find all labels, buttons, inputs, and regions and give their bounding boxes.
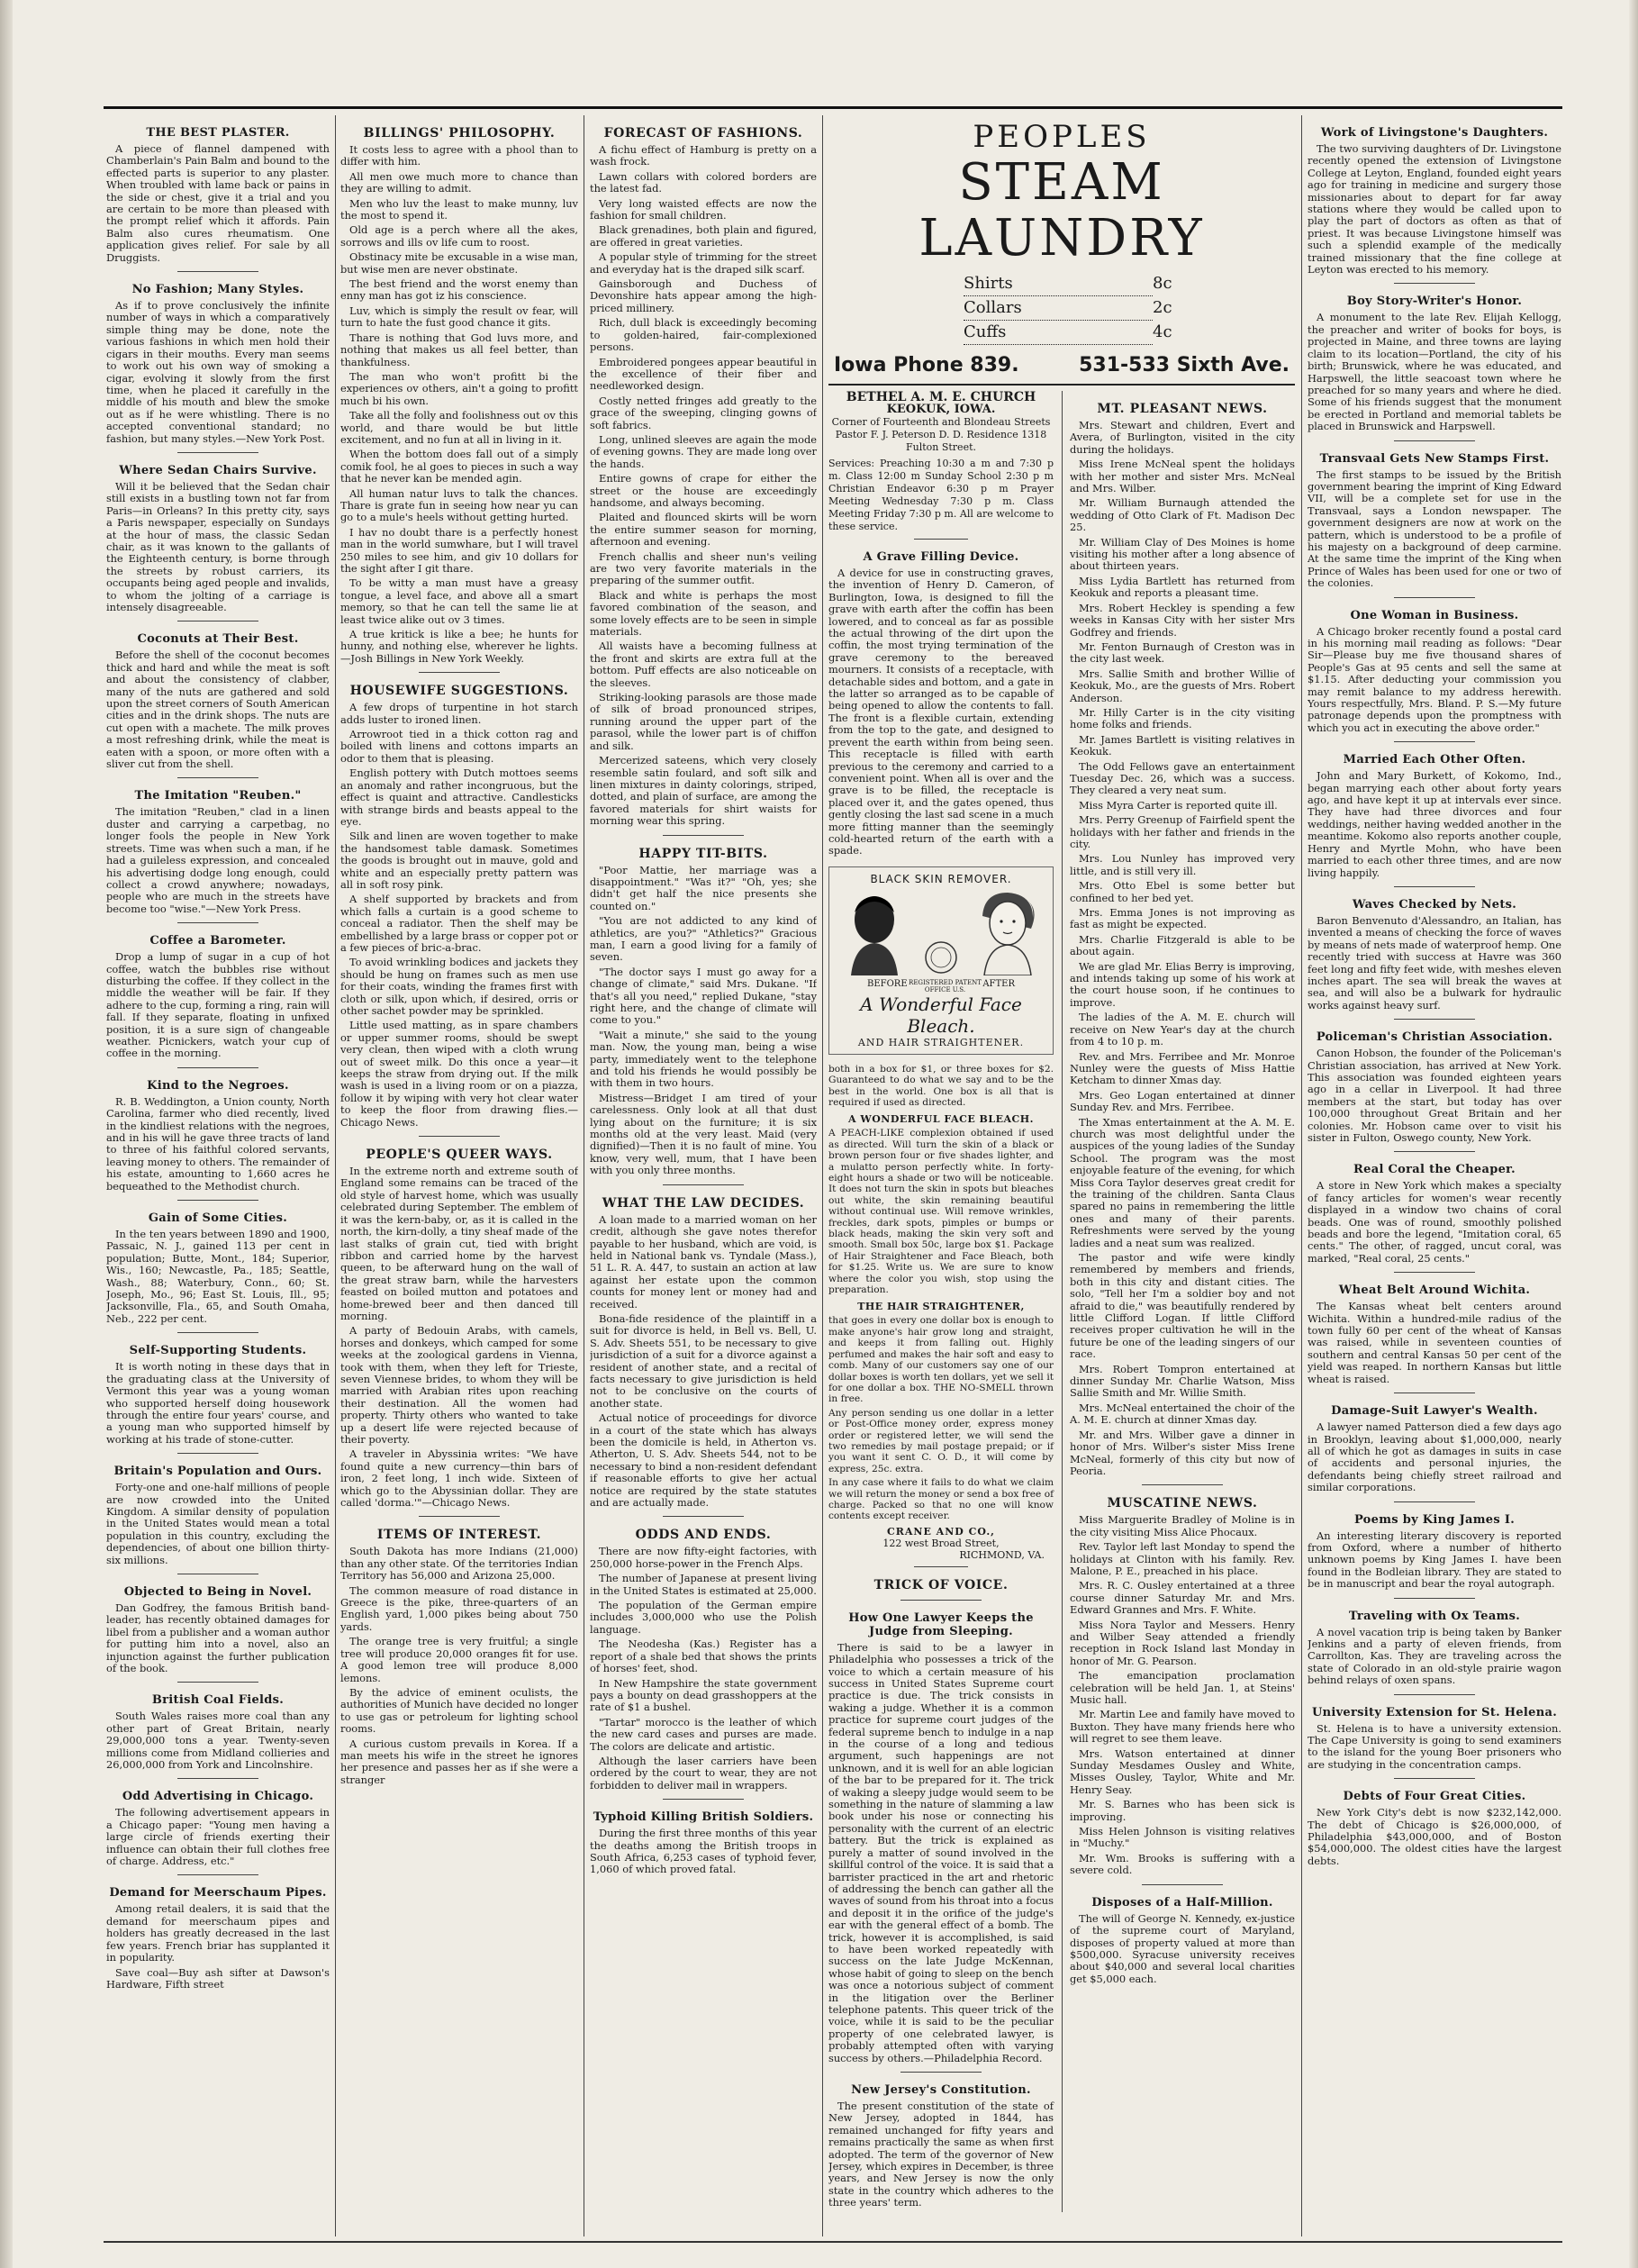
article-separator: [419, 672, 500, 673]
face-bleach-text: [828, 1064, 1054, 1522]
article-paragraph: A monument to the late Rev. Elijah Kellogg, the preacher and writer of books for boys, is projected in Maine, and three towns are laying claim to its location—Portland, the city of his birth; Brunswick, where he was educated, and Harpswell, the little seacoast town where he preached for so many years and where he died. Some of his friends suggest that the monument be erected in Portland and memorial tablets be placed in Brunswick and Harpswell.: [1308, 311, 1561, 433]
article-paragraph: John and Mary Burkett, of Kokomo, Ind., began marrying each other about forty years ago, and have kept it up at intervals ever since. They have had three divorces and four weddings, neither having wedded another in the meantime. Kokomo also reports another couple, Henry and Myrtle Mohn, who have been married to each other three times, and are now living happily.: [1308, 769, 1561, 879]
article-paragraph: St. Helena is to have a university extension. The Cape University is going to send examiners to the island for the young Boer prisoners who are studying in the concentration camps.: [1308, 1721, 1561, 1771]
ad-subheading: THE HAIR STRAIGHTENER,: [857, 1301, 1025, 1313]
article-separator: [1394, 440, 1475, 441]
ad-subheading: A WONDERFUL FACE BLEACH.: [848, 1113, 1034, 1126]
article-paragraph: The Kansas wheat belt centers around Wichita. Within a hundred-mile radius of the town fully 60 per cent of the wheat of Kansas was raised, while in seventeen counties of southern and central Kansas 50 per cent of the yield was reaped. In northern Kansas but little wheat is raised.: [1308, 1300, 1561, 1385]
article-paragraph: The following advertisement appears in a Chicago paper: "Young men having a large circle of friends exerting their influence can obtain their full clothes free of charge. Address, etc.": [106, 1806, 330, 1868]
article-paragraph: Mrs. Geo Logan entertained at dinner Sunday Rev. and Mrs. Ferribee.: [1070, 1088, 1295, 1114]
article-heading: Debts of Four Great Cities.: [1343, 1790, 1526, 1804]
article-paragraph: Luv, which is simply the result ov fear, will turn to hate the fust good chance it gits.: [340, 304, 578, 330]
article-paragraph: Mercerized sateens, which very closely resemble satin foulard, and soft silk and linen mixtures in dainty colorings, striped, dotted, and plain of surface, are among the favored materials for shirt waists for morning wear this spring.: [590, 754, 817, 828]
article-paragraph: A shelf supported by brackets and from which falls a curtain is a good scheme to conceal a radiator. Then the shelf may be embellished by a large brass or copper pot or a few pieces of bric-a-brac.: [340, 893, 578, 954]
article-paragraph: The emancipation proclamation celebration will be held Jan. 1, at Steins' Music hall.: [1070, 1669, 1295, 1706]
article-separator: [1394, 741, 1475, 742]
article-paragraph: Mrs. Watson entertained at dinner Sunday Mesdames Ousley and White, Misses Ousley, Taylor, White and Mr. Henry Seay.: [1070, 1746, 1295, 1796]
article-paragraph: Mrs. Sallie Smith and brother Willie of Keokuk, Mo., are the guests of Mrs. Robert Anderson.: [1070, 667, 1295, 704]
column-4-ad-block: [828, 115, 1295, 2236]
article-heading: Objected to Being in Novel.: [123, 1584, 312, 1599]
remover-headline: A Wonderful Face Bleach.: [860, 993, 1022, 1037]
article-paragraph: When the bottom does fall out of a simply comik fool, he al goes to pieces in such a way that he never kan be mended agin.: [340, 448, 578, 485]
article-separator: [1394, 1778, 1475, 1779]
article-paragraph: "You are not addicted to any kind of athletics, are you?" "Athletics?" Gracious man, I earn a good living for a family of seven.: [590, 914, 817, 964]
article-separator: [1394, 1598, 1475, 1599]
article-paragraph: The present constitution of the state of New Jersey, adopted in 1844, has remained unchanged for fifty years and remains practically the same as when first adopted. The term of the governor of New Jersey, which expires in December, is three years, and New Jersey is now the only state in the country which adheres to the three years' term.: [828, 2100, 1054, 2209]
column-2: [340, 115, 578, 2236]
church-services: Services: Preaching 10:30 a m and 7:30 p m. Class 12:00 m Sunday School 2:30 p m Christian Endeavor 6:30 p m Prayer Meeting Wednesday 7:30 p m. Class Meeting Friday 7:30 p m. All are welcome to these service.: [828, 458, 1054, 532]
article-paragraph: Take all the folly and foolishness out ov this world, and thare would be but little excitement, and no fun at all in living in it.: [340, 409, 578, 446]
remover-labels: [833, 979, 1049, 993]
article-separator: [177, 777, 258, 778]
article-separator: [177, 1874, 258, 1875]
article-paragraph: A piece of flannel dampened with Chamberlain's Pain Balm and bound to the effected parts is superior to any plaster. When troubled with lame back or pains in the side or chest, give it a trial and you are certain to be more than pleased with the prompt relief which it affords. Pain Balm also cures rheumatism. One application gives relief. For sale by all Druggists.: [106, 142, 330, 264]
article-paragraph: Mr. Martin Lee and family have moved to Buxton. They have many friends here who will regret to see them leave.: [1070, 1708, 1295, 1746]
article-separator: [1394, 597, 1475, 598]
article-paragraph: Mrs. Stewart and children, Evert and Avera, of Burlington, visited in the city during the holidays.: [1070, 419, 1295, 456]
article-heading: University Extension for St. Helena.: [1311, 1705, 1558, 1719]
article-paragraph: Rev. Taylor left last Monday to spend the holidays at Clinton with his family. Rev. Malone, P. E., preached in his place.: [1070, 1540, 1295, 1577]
price-row: [964, 296, 1295, 321]
article-heading: ODDS AND ENDS.: [635, 1528, 772, 1543]
article-paragraph: Mr. Hilly Carter is in the city visiting home folks and friends.: [1070, 705, 1295, 731]
article-separator: [900, 1600, 982, 1601]
article-separator: [1394, 1019, 1475, 1020]
article-separator: [1394, 283, 1475, 284]
article-heading: Waves Checked by Nets.: [1352, 897, 1517, 912]
article-separator: [177, 1332, 258, 1333]
column-rule: [335, 115, 336, 2236]
article-paragraph: All human natur luvs to talk the chances. Thare is grate fun in seeing how near yu can go to a mule's heels without getting hurted.: [340, 486, 578, 524]
remover-illustration: [833, 889, 1049, 975]
article-heading: Coffee a Barometer.: [149, 934, 286, 948]
divider: [914, 539, 968, 540]
church-notice: [828, 391, 1054, 533]
article-separator: [177, 1453, 258, 1454]
article-heading: Transvaal Gets New Stamps First.: [1319, 451, 1550, 466]
article-paragraph: A true kritick is like a bee; he hunts for hunny, and nothing else, wherever he lights.—Josh Billings in New York Weekly.: [340, 628, 578, 665]
ad-paragraph: A PEACH-LIKE complexion obtained if used as directed. Will turn the skin of a black or brown person four or five shades lighter, and a mulatto person perfectly white. In forty-eight hours a shade or two will be noticeable. It does not turn the skin in spots but bleaches out white, the skin remaining beautiful without continual use. Will remove wrinkles, freckles, dark spots, pimples or bumps or black heads, making the skin very soft and smooth. Small box 50c, large box $1. Package of Hair Straightener and Face Bleach, both for $1.25. Write us. We are sure to know where the color you wish, stop using the preparation.: [828, 1128, 1054, 1296]
article-separator: [177, 1200, 258, 1201]
article-paragraph: The Odd Fellows gave an entertainment Tuesday Dec. 26, which was a success. They cleared a very neat sum.: [1070, 759, 1295, 797]
page-edge-right: [1629, 0, 1638, 2268]
remover-title: BLACK SKIN REMOVER.: [870, 872, 1012, 885]
article-paragraph: "Wait a minute," she said to the young man. Now, the young man, being a wise party, immediately went to the telephone and told his friends he would possibly be with them in two hours.: [590, 1028, 817, 1090]
ad-contact: [834, 354, 1290, 376]
article-paragraph: A fichu effect of Hamburg is pretty on a wash frock.: [590, 143, 817, 168]
article-paragraph: Gainsborough and Duchess of Devonshire hats appear among the high-priced millinery.: [590, 277, 817, 314]
article-separator: [1394, 1501, 1475, 1502]
article-paragraph: During the first three months of this year the deaths among the British troops in South Africa, 6,253 cases of typhoid fever, 1,060 of which proved fatal.: [590, 1827, 817, 1876]
article-separator: [1394, 1151, 1475, 1152]
article-paragraph: "Poor Mattie, her marriage was a disappointment." "Was it?" "Oh, yes; she didn't get half the nice presents she counted on.": [590, 863, 817, 912]
article-paragraph: Little used matting, as in spare chambers or upper summer rooms, should be swept very clean, then wiped with a cloth wrung out of sweet milk. Do this once a year—it keeps the straw from drying out. If the milk wash is used in a living room or on a piazza, follow it by wiping with very hot clear water to keep the floor from drawing flies.—Chicago News.: [340, 1019, 578, 1129]
article-paragraph: Actual notice of proceedings for divorce in a court of the state which has always been the domicile is held, in Atherton vs. Atherton, U. S. Adv. Sheets 544, not to be necessary to bind a non-resident defendant if reasonable efforts to give her actual notice are required by the state statutes and are actually made.: [590, 1411, 817, 1510]
article-heading: Poems by King James I.: [1353, 1512, 1516, 1527]
article-paragraph: Mrs. Robert Heckley is spending a few weeks in Kansas City with her sister Mrs Godfrey and friends.: [1070, 601, 1295, 639]
article-paragraph: A traveler in Abyssinia writes: "We have found quite a new currency—thin bars of iron, 2 feet long, 1 inch wide. Sixteen of which go to the Abyssinian dollar. They are called 'dorma.'"—Chicago News.: [340, 1447, 578, 1510]
article-separator: [663, 1799, 744, 1800]
article-paragraph: Miss Helen Johnson is visiting relatives in "Muchy.": [1070, 1825, 1295, 1850]
article-heading: A Grave Filling Device.: [863, 550, 1019, 564]
column-rule: [1301, 115, 1302, 2236]
article-paragraph: Black and white is perhaps the most favored combination of the season, and some lovely effects are to be seen in simple materials.: [590, 588, 817, 639]
article-paragraph: A party of Bedouin Arabs, with camels, horses and donkeys, which camped for some weeks at the zoological gardens in Vienna, took with them, when they left for Trieste, seven Viennese brides, to whom they will be married with Arabian rites upon reaching their destination. All the women had property. Thirty others who wanted to take up a desert life were rejected because of their poverty.: [340, 1324, 578, 1446]
article-heading: FORECAST OF FASHIONS.: [603, 126, 803, 141]
article-separator: [177, 452, 258, 453]
article-paragraph: Embroidered pongees appear beautiful in the excellence of their fiber and needleworked design.: [590, 355, 817, 393]
patent-seal-icon: [923, 939, 959, 975]
article-separator: [663, 1184, 744, 1185]
article-paragraph: Mrs. McNeal entertained the choir of the A. M. E. church at dinner Xmas day.: [1070, 1401, 1295, 1427]
after-face-icon: [972, 889, 1044, 975]
price-value: 4c: [1153, 322, 1172, 341]
price-row: [964, 272, 1295, 296]
article-heading: One Woman in Business.: [1350, 608, 1519, 622]
article-heading: The Imitation "Reuben.": [134, 789, 302, 803]
face-bleach-ad: [828, 866, 1054, 1055]
article-paragraph: Mr. S. Barnes who has been sick is improving.: [1070, 1798, 1295, 1823]
article-paragraph: New York City's debt is now $232,142,000. The debt of Chicago is $26,000,000, of Philadelphia $43,000,000, and of Boston $54,000,000. The oldest cities have the largest debts.: [1308, 1806, 1561, 1867]
article-paragraph: South Dakota has more Indians (21,000) than any other state. Of the territories Indian Territory has 56,000 and Arizona 25,000.: [340, 1545, 578, 1583]
column-6: [1308, 115, 1561, 2236]
article-paragraph: A device for use in constructing graves, the invention of Henry D. Cameron, of Burlington, Iowa, is designed to fill the grave with earth after the coffin has been lowered, and to conceal as far as possible the actual throwing of the dirt upon the coffin, the most trying termination of the grave ceremony to the bereaved mourners. It consists of a receptacle, with detachable sides and bottom, and a gate in the latter so arranged as to be capable of being opened to allow the contents to fall. The front is a flexible curtain, extending from the top to the gate, and designed to prevent the earth within from being seen. This receptacle is filled with earth previous to the ceremony and carried to a convenient point. When all is over and the grave is to be filled, the receptacle is placed over it, and the gates opened, thus gently closing the last sad scene in a much more fitting manner than the seemingly cold-hearted return of the earth with a spade.: [828, 567, 1054, 857]
article-paragraph: English pottery with Dutch mottoes seems an anomaly and rather incongruous, but the effect is quaint and attractive. Candlesticks with strange birds and beasts appeal to the eye.: [340, 767, 578, 828]
article-separator: [1394, 1694, 1475, 1695]
article-paragraph: Forty-one and one-half millions of people are now crowded into the United Kingdom. A similar density of population in the United States would mean a total population in this country, excluding the dependencies, of about one billion thirty-six millions.: [106, 1481, 330, 1566]
price-item: Cuffs: [964, 321, 1153, 345]
article-heading: HAPPY TIT-BITS.: [638, 846, 768, 861]
before-label: BEFORE: [867, 978, 908, 989]
article-paragraph: The will of George N. Kennedy, ex-justice of the supreme court of Maryland, disposes of property valued at more than $500,000. Syracuse university receives about $40,000 and several local charities get $5,000 each.: [1070, 1911, 1295, 1985]
article-paragraph: A loan made to a married woman on her credit, although she gave notes therefor payable to her husband, which are void, is held in National bank vs. Tyndale (Mass.), 51 L. R. A. 447, to sustain an action at law against her estate upon the common counts for money lent or money had and received.: [590, 1212, 817, 1311]
article-paragraph: Mr. William Clay of Des Moines is home visiting his mother after a long absence of about thirteen years.: [1070, 535, 1295, 573]
article-heading: Wheat Belt Around Wichita.: [1338, 1284, 1531, 1298]
article-paragraph: Baron Benvenuto d'Alessandro, an Italian, has invented a means of checking the force of waves by means of nets made of waterproof hemp. One recently tried with success at Havre was 360 feet long and fifty feet wide, with meshes eleven inches apart. The sea will break the waves at sea, and will also be a bulwark for hydraulic works against heavy surf.: [1308, 913, 1561, 1012]
article-paragraph: Mrs. Otto Ebel is some better but confined to her bed yet.: [1070, 879, 1295, 904]
article-paragraph: "The doctor says I must go away for a change of climate," said Mrs. Dukane. "If that's all you need," replied Dukane, "stay right here, and the change of climate will come to you.": [590, 965, 817, 1027]
article-heading: BILLINGS' PHILOSOPHY.: [363, 126, 556, 141]
article-paragraph: The population of the German empire includes 3,000,000 who use the Polish language.: [590, 1599, 817, 1636]
article-paragraph: A lawyer named Patterson died a few days ago in Brooklyn, leaving about $1,000,000, nearly all of which he got as damages in suits in case of accidents and personal injuries, the defendants being chiefly street railroad and similar corporations.: [1308, 1420, 1561, 1494]
subcolumn-rule: [1062, 391, 1063, 2212]
crane-city: RICHMOND, VA.: [959, 1548, 1045, 1561]
bottom-rule: [104, 2241, 1562, 2243]
article-heading: Policeman's Christian Association.: [1316, 1030, 1553, 1045]
article-paragraph: Drop a lump of sugar in a cup of hot coffee, watch the bubbles rise without disturbing the coffee. If they collect in the middle the weather will be fair. If they adhere to the cup, forming a ring, rain will fall. If they separate, floating in unfixed position, it is a sure sign of changeable weather. Picnickers, watch your cup of coffee in the morning.: [106, 950, 330, 1060]
article-heading: Real Coral the Cheaper.: [1353, 1163, 1516, 1177]
article-paragraph: Mr. James Bartlett is visiting relatives in Keokuk.: [1070, 732, 1295, 758]
article-paragraph: Miss Nora Taylor and Messers. Henry and Wilber Seay attended a friendly reception in Rock Island last Monday in honor of Mr. G. Pearson.: [1070, 1618, 1295, 1667]
article-paragraph: The orange tree is very fruitful; a single tree will produce 20,000 oranges fit for use. A good lemon tree will produce 8,000 lemons.: [340, 1635, 578, 1684]
ad-paragraph: both in a box for $1, or three boxes for $2. Guaranteed to do what we say and to be the best in the world. One box is all that is required if used as directed.: [828, 1063, 1054, 1108]
article-heading: Kind to the Negroes.: [147, 1078, 289, 1093]
price-value: 8c: [1153, 274, 1172, 293]
article-heading: WHAT THE LAW DECIDES.: [602, 1195, 805, 1211]
column-rule: [822, 115, 823, 2236]
article-paragraph: Mrs. Perry Greenup of Fairfield spent the holidays with her father and friends in the city.: [1070, 813, 1295, 850]
article-paragraph: The best friend and the worst enemy than enny man has got iz his conscience.: [340, 277, 578, 303]
article-heading: HOUSEWIFE SUGGESTIONS.: [349, 684, 569, 699]
article-paragraph: A curious custom prevails in Korea. If a man meets his wife in the street he ignores her presence and passes her as if she were a stranger: [340, 1737, 578, 1786]
article-paragraph: Although the laser carriers have been ordered by the court to wear, they are not forbidden to deliver mail in wrappers.: [590, 1754, 817, 1792]
article-paragraph: Old age is a perch where all the akes, sorrows and ills ov life cum to roost.: [340, 223, 578, 249]
article-separator: [419, 1516, 500, 1517]
article-heading: No Fashion; Many Styles.: [131, 283, 304, 297]
article-paragraph: Mr. Fenton Burnaugh of Creston was in the city last week.: [1070, 640, 1295, 666]
laundry-ad: [828, 119, 1295, 386]
subcolumn-right: [1070, 391, 1295, 2212]
article-paragraph: The imitation "Reuben," clad in a linen duster and carrying a carpetbag, no longer fools the people in New York streets. Time was when such a man, if he had a guileless expression, and concealed his advertising dodge long enough, could collect a crowd anywhere; nowadays, people who are much in the streets have become too "wise."—New York Press.: [106, 805, 330, 915]
article-paragraph: To avoid wrinkling bodices and jackets they should be hung on frames such as men use for their coats, winding the frames first with cloth or silk, upon which, if desired, orris or other sachet powder may be sprinkled.: [340, 956, 578, 1017]
article-paragraph: The common measure of road distance in Greece is the pike, three-quarters of an English yard, 1,000 pikes being about 750 yards.: [340, 1583, 578, 1633]
subcolumns: [828, 391, 1295, 2212]
article-paragraph: French challis and sheer nun's veiling are two very favorite materials in the preparing of the summer outfit.: [590, 549, 817, 587]
article-paragraph: Dan Godfrey, the famous British band-leader, has recently obtained damages for libel from a publisher and a woman author for putting him into a novel, also an injunction against the further publication of the book.: [106, 1601, 330, 1674]
article-separator: [177, 1067, 258, 1068]
article-heading: Disposes of a Half-Million.: [1091, 1895, 1273, 1910]
article-heading: Married Each Other Often.: [1343, 753, 1526, 767]
crane-address: 122 west Broad Street,: [882, 1537, 1000, 1549]
article-paragraph: It is worth noting in these days that in the graduating class at the University of Vermont this year was a young woman who supported herself doing housework through the entire four years' course, and a young man who supported himself by working at his trade of stone-cutter.: [106, 1360, 330, 1446]
article-paragraph: A few drops of turpentine in hot starch adds luster to ironed linen.: [340, 701, 578, 726]
article-paragraph: Plaited and flounced skirts will be worn the entire summer season for morning, afternoon and evening.: [590, 511, 817, 549]
article-paragraph: "Tartar" morocco is the leather of which the new card cases and purses are made. The colors are delicate and artistic.: [590, 1715, 817, 1753]
article-paragraph: I hav no doubt thare is a perfectly honest man in the world sumwhare, but I will travel 250 miles to see him, and giv 10 dollars for the sight after I git thare.: [340, 525, 578, 575]
article-heading: Where Sedan Chairs Survive.: [119, 463, 317, 477]
article-paragraph: Rich, dull black is exceedingly becoming to golden-haired, fair-complexioned persons.: [590, 316, 817, 354]
article-paragraph: The ladies of the A. M. E. church will receive on New Year's day at the church from 4 to 10 p. m.: [1070, 1011, 1295, 1048]
article-heading: Odd Advertising in Chicago.: [122, 1790, 314, 1804]
crane-signature: [828, 1526, 1054, 1561]
article-paragraph: South Wales raises more coal than any other part of Great Britain, nearly 29,000,000 tons a year. Twenty-seven millions come from Midland collieries and 26,000,000 from York and Lincolnshire.: [106, 1710, 330, 1772]
article-paragraph: Long, unlined sleeves are again the mode of evening gowns. They are made long over the hands.: [590, 432, 817, 470]
ad-price-list: [964, 272, 1295, 345]
column-3: [590, 115, 817, 2236]
remover-subheadline: AND HAIR STRAIGHTENER.: [857, 1036, 1025, 1048]
article-paragraph: Before the shell of the coconut becomes thick and hard and while the meat is soft and about the consistency of clabber, many of the nuts are gathered and sold upon the street corners of South American cities and in the drink shops. The nuts are cut open with a machete. The milk proves a most refreshing drink, while the meat is eaten with a spoon, or more often with a sliver cut from the shell.: [106, 649, 330, 771]
article-paragraph: We are glad Mr. Elias Berry is improving, and intends taking up some of his work at the court house soon, if he continues to improve.: [1070, 959, 1295, 1009]
article-heading: Self-Supporting Students.: [129, 1344, 307, 1358]
article-paragraph: In the extreme north and extreme south of England some remains can be traced of the old style of harvest home, which was usually celebrated during September. The emblem of it was the kern-baby, or, as it is called in the north, the kirn-dolly, a tiny sheaf made of the last stalks of grain cut, tied with bright ribbon and carried home by the harvest queen, to be afterward hung on the wall of the great straw barn, while the harvesters feasted on boiled mutton and potatoes and home-brewed beer and then danced till morning.: [340, 1165, 578, 1322]
article-heading: New Jersey's Constitution.: [851, 2083, 1031, 2097]
article-paragraph: R. B. Weddington, a Union county, North Carolina, farmer who died recently, lived in the kindliest relations with the negroes, and in his will he gave three tracts of land to three of his faithful colored servants, leaving money to others. The remainder of his estate, amounting to 1,660 acres he bequeathed to the Methodist church.: [106, 1094, 330, 1193]
article-paragraph: Costly netted fringes add greatly to the grace of the sweeping, clinging gowns of soft fabrics.: [590, 394, 817, 431]
article-paragraph: A popular style of trimming for the street and everyday hat is the draped silk scarf.: [590, 250, 817, 276]
church-pastor: Pastor F. J. Peterson D. D. Residence 1318 Fulton Street.: [835, 429, 1047, 453]
article-separator: [1394, 886, 1475, 887]
article-heading: THE BEST PLASTER.: [146, 126, 290, 140]
article-heading: British Coal Fields.: [151, 1693, 285, 1708]
article-paragraph: The number of Japanese at present living in the United States is estimated at 25,000.: [590, 1572, 817, 1597]
article-paragraph: In the ten years between 1890 and 1900, Passaic, N. J., gained 113 per cent in population; Butte, Mont., 184; Superior, Wis., 160; Newcastle, Pa., 185; Seattle, Wash., 88; Waterbury, Conn., 60; St. Joseph, Mo., 96; East St. Louis, Ill., 95; Jacksonville, Fla., 65, and South Omaha, Neb., 222 per cent.: [106, 1228, 330, 1325]
article-paragraph: The two surviving daughters of Dr. Livingstone recently opened the extension of Livingstone College at Leyton, England, founded eight years ago for training in medicine and surgery those missionaries about to depart for far away stations where they would be called upon to play the part of doctors as often as that of priest. It was because Livingstone himself was such a splendid example of the medically trained missionary that the fine college at Leyton was erected to his memory.: [1308, 142, 1561, 277]
article-separator: [663, 835, 744, 836]
grave-device-article: [828, 550, 1054, 857]
article-paragraph: Obstinacy mite be excusable in a wise man, but wise men are never obstinate.: [340, 250, 578, 276]
after-label: AFTER: [982, 978, 1015, 989]
article-paragraph: Silk and linen are woven together to make the handsomest table damask. Sometimes the goods is brought out in mauve, gold and white and an especially pretty pattern was all in soft rosy pink.: [340, 830, 578, 891]
article-paragraph: It costs less to agree with a phool than to differ with him.: [340, 143, 578, 168]
article-paragraph: A Chicago broker recently found a postal card in his morning mail reading as follows: "Dear Sir—Please buy me five thousand shares of People's Gas at 95 cents and sell the same at $1.15. After deducting your commission you may remit balance to my address herewith. Yours respectfully, Mrs. Bland. P. S.—My future patronage depends upon the promptness with which you act in executing the above order.": [1308, 624, 1561, 734]
article-paragraph: Thare is nothing that God luvs more, and nothing that makes us all feel better, than thankfulness.: [340, 331, 578, 368]
article-paragraph: Mrs. R. C. Ousley entertained at a three course dinner Saturday Mr. and Mrs. Edward Grannes and Mrs. F. White.: [1070, 1579, 1295, 1617]
church-name: BETHEL A. M. E. CHURCH: [846, 390, 1036, 404]
before-face-icon: [838, 889, 910, 975]
article-heading: Demand for Meerschaum Pipes.: [109, 1886, 327, 1901]
church-city: KEOKUK, IOWA.: [886, 403, 996, 416]
article-separator: [900, 2072, 982, 2073]
article-paragraph: All waists have a becoming fullness at the front and skirts are extra full at the bottom. Puff effects are also noticeable on the sleeves.: [590, 640, 817, 689]
article-paragraph: All men owe much more to chance than they are willing to admit.: [340, 169, 578, 195]
ad-line-steam-laundry: STEAM LAUNDRY: [919, 153, 1205, 268]
article-paragraph: Men who luv the least to make munny, luv the most to spend it.: [340, 196, 578, 222]
ad-paragraph: In any case where it fails to do what we claim we will return the money or send a box free of charge. Packed so that no one will know contents except receiver.: [828, 1477, 1054, 1522]
column-1: [106, 115, 330, 2236]
article-paragraph: Miss Myra Carter is reported quite ill.: [1079, 798, 1278, 812]
price-item: Collars: [964, 296, 1153, 321]
article-paragraph: Arrowroot tied in a thick cotton rag and boiled with linens and cottons imparts an odor to them that is pleasing.: [340, 728, 578, 765]
article-separator: [177, 1778, 258, 1779]
church-corner: Corner of Fourteenth and Blondeau Streets: [831, 416, 1051, 428]
article-heading: Typhoid Killing British Soldiers.: [593, 1810, 814, 1825]
price-value: 2c: [1153, 298, 1172, 317]
article-separator: [177, 922, 258, 923]
article-paragraph: Mr. William Burnaugh attended the wedding of Otto Clark of Ft. Madison Dec 25.: [1070, 496, 1295, 534]
article-heading: MT. PLEASANT NEWS.: [1097, 402, 1268, 416]
ad-phone: Iowa Phone 839.: [834, 354, 1019, 376]
article-paragraph: Save coal—Buy ash sifter at Dawson's Hardware, Fifth street: [106, 1965, 330, 1991]
ad-paragraph: Any person sending us one dollar in a letter or Post-Office money order, express money order or registered letter, we will send the two remedies by mail postage prepaid; or if you want it sent C. O. D., it will come by express, 25c. extra.: [828, 1407, 1054, 1474]
article-heading: Boy Story-Writer's Honor.: [1346, 295, 1523, 309]
article-paragraph: Striking-looking parasols are those made of silk of broad pronounced stripes, running around the upper part of the parasol, while the lower part is of chiffon and silk.: [590, 691, 817, 752]
article-paragraph: In New Hampshire the state government pays a bounty on dead grasshoppers at the rate of $1 a bushel.: [590, 1676, 817, 1714]
article-paragraph: The man who won't profitt bi the experiences ov others, ain't a going to profitt much bi his own.: [340, 369, 578, 407]
article-separator: [177, 271, 258, 272]
article-heading: ITEMS OF INTEREST.: [376, 1528, 542, 1543]
article-paragraph: Miss Marguerite Bradley of Moline is in the city visiting Miss Alice Phocaux.: [1070, 1513, 1295, 1538]
article-heading: Coconuts at Their Best.: [137, 632, 299, 647]
article-paragraph: Mrs. Robert Tompron entertained at dinner Sunday Mr. Charlie Watson, Miss Sallie Smith and Mr. Willie Smith.: [1070, 1362, 1295, 1400]
article-heading: TRICK OF VOICE.: [873, 1577, 1009, 1592]
article-paragraph: Lawn collars with colored borders are the latest fad.: [590, 169, 817, 195]
article-paragraph: Bona-fide residence of the plaintiff in a suit for divorce is held, in Bell vs. Bell, U. S. Adv. Sheets 551, to be necessary to give jurisdiction of a suit for a divorce against a resident of another state, and a recital of facts necessary to give jurisdiction is held not to be conclusive on the courts of another state.: [590, 1311, 817, 1410]
article-separator: [1394, 1272, 1475, 1273]
article-heading: Britain's Population and Ours.: [113, 1465, 322, 1479]
article-paragraph: A novel vacation trip is being taken by Banker Jenkins and a party of eleven friends, from Carrollton, Kas. They are traveling across the state of Colorado in an old-style prairie wagon behind relays of oxen spans.: [1308, 1625, 1561, 1687]
article-paragraph: Mrs. Lou Nunley has improved very little, and is still very ill.: [1070, 852, 1295, 877]
ad-paragraph: that goes in every one dollar box is enough to make anyone's hair grow long and straight, and keeps it from falling out. Highly perfumed and makes the hair soft and easy to comb. Many of our customers say one of our dollar boxes is worth ten dollars, yet we sell it for one dollar a box. THE NO-SMELL thrown in free.: [828, 1315, 1054, 1405]
article-paragraph: The Neodesha (Kas.) Register has a report of a shale bed that shows the prints of horses' feet, shod.: [590, 1637, 817, 1675]
crane-name: CRANE AND CO.,: [886, 1525, 995, 1538]
article-paragraph: Mr. and Mrs. Wilber gave a dinner in honor of Mrs. Wilber's sister Miss Irene McNeal, formerly of this city but now of Peoria.: [1070, 1428, 1295, 1477]
top-rule: [104, 106, 1562, 109]
article-paragraph: Mrs. Emma Jones is not improving as fast as might be expected.: [1070, 906, 1295, 931]
article-separator: [177, 1682, 258, 1683]
article-paragraph: Among retail dealers, it is said that the demand for meerschaum pipes and holders has greatly decreased in the last few years. French briar has supplanted it in popularity.: [106, 1902, 330, 1964]
article-paragraph: Canon Hobson, the founder of the Policeman's Christian association, has arrived at New York. This association was founded eighteen years ago in a cellar in Liverpool. It had three members at the start, but today has over 100,000 throughout Great Britain and her colonies. Mr. Hobson came over to visit his sister in Fulton, Oswego county, New York.: [1308, 1047, 1561, 1144]
article-heading: Work of Livingstone's Daughters.: [1320, 126, 1549, 140]
article-paragraph: Mistress—Bridget I am tired of your carelessness. Only look at all that dust lying about on the furniture; it is six months old at the very least. Maid (very dignified)—Then it is no fault of mine. You know, very well, mum, that I have been with you only three months.: [590, 1091, 817, 1177]
ad-address: 531-533 Sixth Ave.: [1079, 354, 1290, 376]
article-paragraph: Entire gowns of crape for either the street or the house are exceedingly handsome, and always becoming.: [590, 472, 817, 509]
article-paragraph: The Xmas entertainment at the A. M. E. church was most delightful under the auspices of the young ladies of the Sunday School. The program was the most enjoyable feature of the evening, for which Miss Cora Taylor deserves great credit for the training of the children. Santa Claus spared no pains in remembering the little ones and many of their parents. Refreshments were served by the young ladies and a neat sum was realized.: [1070, 1115, 1295, 1249]
article-paragraph: By the advice of eminent oculists, the authorities of Munich have decided no longer to use gas or petroleum for lighting school rooms.: [340, 1685, 578, 1736]
article-separator: [419, 1136, 500, 1137]
subcolumn-left: [828, 391, 1054, 2212]
page-edge-left: [0, 0, 13, 2268]
article-paragraph: As if to prove conclusively the infinite number of ways in which a comparatively simple thing may be done, note the various fashions in which men hold their cigars in their mouths. Every man seems to work out his own way of smoking a cigar, evolving it slowly from the first time, when he placed it carefully in the middle of his mouth and blew the smoke out as if he were whistling. There is no accepted conventional standard; no fashion, but many styles.—New York Post.: [106, 299, 330, 445]
article-paragraph: A store in New York which makes a specialty of fancy articles for women's wear recently displayed in a window two chains of coral beads. One was of round, smoothly polished beads and bore the legend, "Imitation coral, 65 cents." The other, of ragged, uncut coral, was marked, "Real coral, 25 cents.": [1308, 1179, 1561, 1265]
trick-of-voice-article: [828, 1578, 1054, 2209]
article-separator: [663, 1516, 744, 1517]
article-paragraph: Miss Lydia Bartlett has returned from Keokuk and reports a pleasant time.: [1070, 574, 1295, 600]
article-paragraph: Mr. Wm. Brooks is suffering with a severe cold.: [1070, 1851, 1295, 1877]
article-paragraph: Black grenadines, both plain and figured, are offered in great varieties.: [590, 223, 817, 249]
article-heading: Traveling with Ox Teams.: [1348, 1609, 1521, 1623]
article-separator: [1142, 1484, 1223, 1485]
article-heading: Gain of Some Cities.: [148, 1211, 288, 1226]
article-heading: PEOPLE'S QUEER WAYS.: [366, 1148, 553, 1163]
article-paragraph: Very long waisted effects are now the fashion for small children.: [590, 196, 817, 222]
article-paragraph: Will it be believed that the Sedan chair still exists in a bustling town not far from Paris—in Orleans? In this pretty city, says a Paris newspaper, especially on Sundays at the hour of mass, the classic Sedan chair, as it was known to the gallants of the Eighteenth century, is borne through the streets by robust carriers, its occupants being aged people and invalids, to whom the jolting of a carriage is intensely disagreeable.: [106, 479, 330, 613]
article-paragraph: There are now fifty-eight factories, with 250,000 horse-power in the French Alps.: [590, 1545, 817, 1570]
article-paragraph: Mrs. Charlie Fitzgerald is able to be about again.: [1070, 932, 1295, 958]
article-paragraph: The pastor and wife were kindly remembered by members and friends, both in this city and distant cities. The solo, "Tell her I'm a soldier boy and not afraid to die," was beautifully rendered by little Clifford Logan. If little Clifford receives proper cultivation he will in the future be one of the leading singers of our race.: [1070, 1251, 1295, 1361]
article-heading: Damage-Suit Lawyer's Wealth.: [1331, 1404, 1538, 1419]
price-item: Shirts: [964, 272, 1153, 296]
price-row: [964, 321, 1295, 345]
article-paragraph: Miss Irene McNeal spent the holidays with her mother and sister Mrs. McNeal and Mrs. Wilber.: [1070, 458, 1295, 495]
article-paragraph: There is said to be a lawyer in Philadelphia who possesses a trick of the voice to which a certain measure of his success in United States Supreme court practice is due. The trick consists in waking a judge. Whether it is a common practice for supreme court judges of the federal supreme bench to indulge in a nap in the course of a long and tedious argument, such happenings are not unknown, and it is well for an able logician of the bar to be prepared for it. The trick of waking a sleepy judge would seem to be something in the nature of slamming a law book under his nose or connecting his personality with the current of an electric battery. But the trick is explained as purely a matter of sound involved in the skillful control of the voice. It is said that a barrister practiced in the art and rhetoric of addressing the bench can gather all the waves of sound from his throat into a focus and deposit it in the orifice of the judge's ear with the general effect of a bomb. The trick, however it is accomplished, is said to have been worked repeatedly with success on the late Judge McKennan, whose habit of going to sleep on the bench was once a notorious subject of comment in the litigation over the Berliner telephone patents. This queer trick of the voice, while it is said to be the peculiar property of one celebrated lawyer, is probably attempted often with varying success by others.—Philadelphia Record.: [828, 1640, 1054, 2064]
article-paragraph: An interesting literary discovery is reported from Oxford, where a number of hitherto unknown poems by King James I. have been found in the Bodleian library. They are stated to be in manuscript and bear the royal autograph.: [1308, 1529, 1561, 1591]
article-paragraph: The first stamps to be issued by the British government bearing the imprint of King Edward VII, will be a complete set for use in the Transvaal, says a London newspaper. The government designers are now at work on the pattern, which is understood to be a profile of his majesty on a background of deep carmine. At the same time the imprint of the King when Prince of Wales has been used for one or two of the colonies.: [1308, 467, 1561, 590]
patent-label: REGISTERED PATENT OFFICE U.S.: [909, 978, 982, 993]
article-paragraph: To be witty a man must have a greasy tongue, a level face, and above all a smart memory, so that he can tell the same lie at least twice alike out ov 3 times.: [340, 576, 578, 626]
ad-line-peoples: PEOPLES: [973, 119, 1151, 155]
article-paragraph: Rev. and Mrs. Ferribee and Mr. Monroe Nunley were the guests of Miss Hattie Ketcham to dinner Xmas day.: [1070, 1049, 1295, 1087]
article-heading: MUSCATINE NEWS.: [1107, 1496, 1258, 1511]
divider: [914, 1566, 968, 1567]
article-heading: How One Lawyer Keeps the Judge from Sleeping.: [848, 1610, 1034, 1638]
article-separator: [1142, 1884, 1223, 1885]
